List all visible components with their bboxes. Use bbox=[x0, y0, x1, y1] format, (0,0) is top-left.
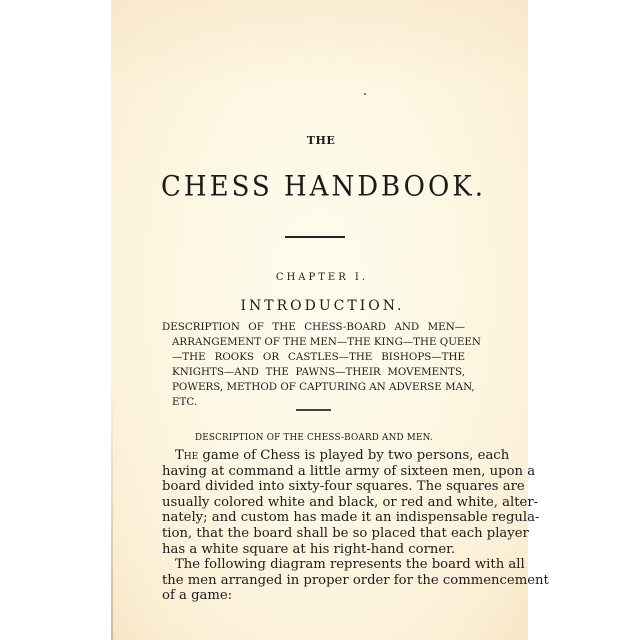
paragraph-line: the men arranged in proper order for the commencement bbox=[162, 572, 549, 588]
title-prefix: THE bbox=[306, 134, 336, 147]
summary-line: —THE ROOKS OR CASTLES—THE BISHOPS—THE bbox=[172, 351, 465, 363]
lead-word: The bbox=[175, 448, 199, 463]
chapter-title: INTRODUCTION. bbox=[240, 298, 405, 314]
summary-line: ETC. bbox=[172, 396, 198, 408]
paragraph-line: having at command a little army of sixteen men, upon a bbox=[162, 463, 536, 479]
chapter-number: CHAPTER I. bbox=[275, 272, 369, 283]
section-divider bbox=[296, 409, 331, 411]
section-heading: DESCRIPTION OF THE CHESS-BOARD AND MEN. bbox=[195, 433, 433, 443]
chapter-summary bbox=[162, 320, 481, 410]
book-page bbox=[111, 0, 549, 640]
summary-line: KNIGHTS—AND THE PAWNS—THEIR MOVEMENTS, bbox=[172, 366, 465, 378]
book-title: CHESS HANDBOOK. bbox=[161, 170, 486, 204]
paragraph-line: of a game: bbox=[162, 588, 233, 604]
body-text bbox=[162, 448, 549, 604]
paragraph-line: tion, that the board shall be so placed that each player bbox=[162, 525, 529, 541]
paragraph-line: usually colored white and black, or red and white, alter- bbox=[162, 494, 539, 510]
paragraph-line: has a white square at his right-hand corner. bbox=[162, 541, 456, 557]
paragraph-line: nately; and custom has made it an indispensable regula- bbox=[162, 510, 540, 526]
paragraph-line bbox=[162, 448, 510, 464]
paragraph-line: board divided into sixty-four squares. The squares are bbox=[162, 479, 525, 495]
paragraph-text: game of Chess is played by two persons, each bbox=[198, 448, 510, 463]
title-divider bbox=[285, 236, 345, 238]
summary-line: POWERS, METHOD OF CAPTURING AN ADVERSE MAN, bbox=[172, 381, 475, 393]
summary-line: DESCRIPTION OF THE CHESS-BOARD AND MEN— bbox=[162, 321, 465, 333]
ink-speck bbox=[364, 93, 366, 95]
summary-line: ARRANGEMENT OF THE MEN—THE KING—THE QUEEN bbox=[172, 336, 481, 348]
paragraph-line: The following diagram represents the board with all bbox=[175, 557, 525, 573]
